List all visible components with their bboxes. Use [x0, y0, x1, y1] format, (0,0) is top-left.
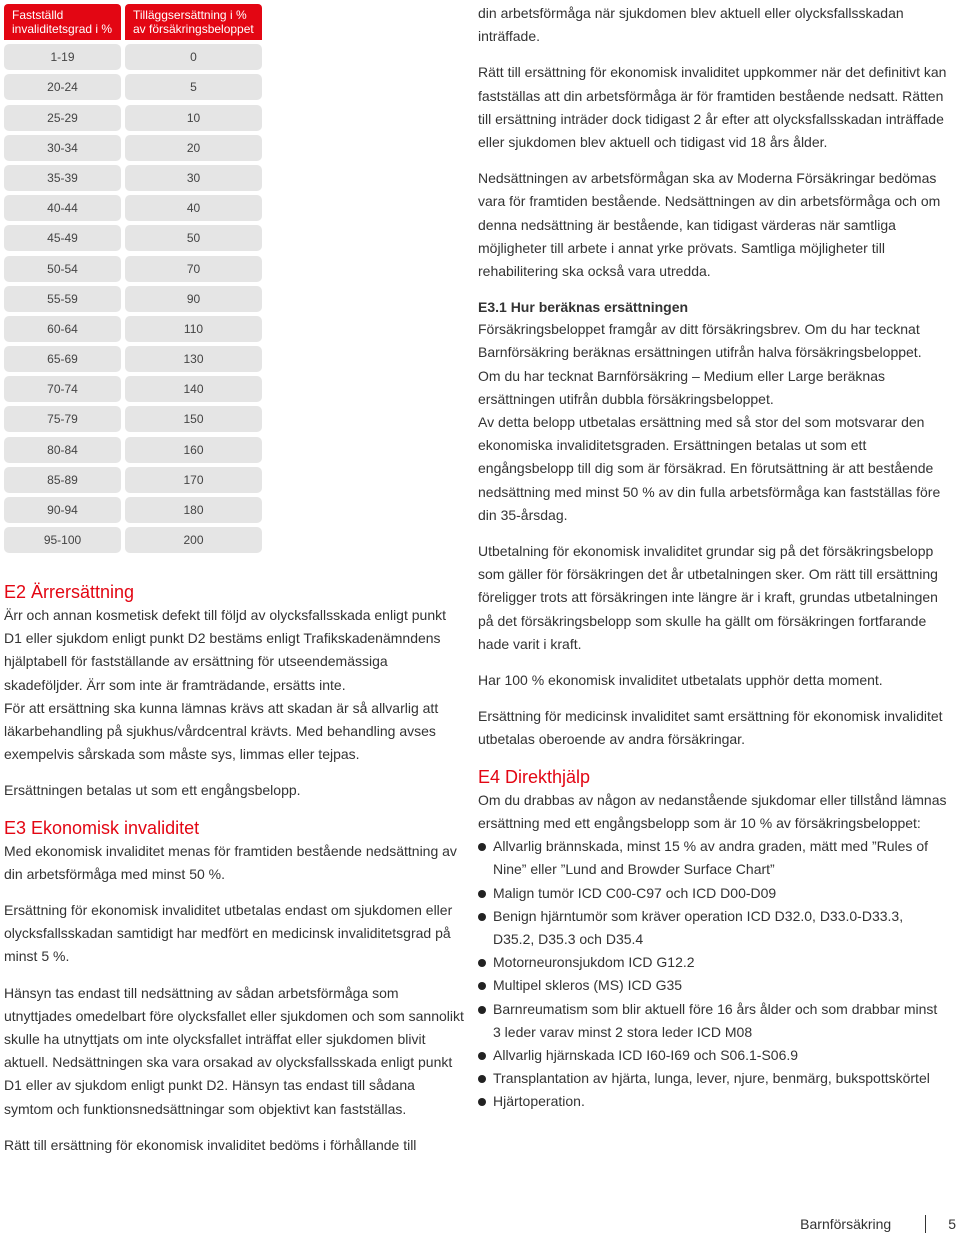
- compensation-cell: 20: [125, 135, 262, 161]
- compensation-cell: 150: [125, 406, 262, 432]
- list-item: [478, 1044, 948, 1067]
- table-row: [4, 497, 262, 523]
- grade-cell: 75-79: [4, 406, 121, 432]
- header-invaliditetsgrad: Fastställd invaliditetsgrad i %: [4, 4, 121, 40]
- right-paragraph-8: Ersättning för medicinsk invaliditet samt ersättning för ekonomisk invaliditet utbetalas oberoende av andra försäkringar.: [478, 708, 943, 748]
- list-item-text: Hjärtoperation.: [493, 1093, 585, 1110]
- grade-cell: 85-89: [4, 467, 121, 493]
- e2-paragraph-1: Ärr och annan kosmetisk defekt till följd av olycksfallsskada enligt punkt D1 eller sjukdom enligt punkt D2 bestäms enligt Trafikskadenämndens hjälptabell för fastställande av ersättning för utseendemässiga skadeföljder. Ärr som inte är framträdande, ersätts inte.: [4, 607, 446, 693]
- bullet-icon: [478, 913, 486, 921]
- compensation-cell: 10: [125, 105, 262, 131]
- grade-cell: 20-24: [4, 74, 121, 100]
- grade-cell: 95-100: [4, 527, 121, 553]
- footer-brand: Barnförsäkring: [800, 1216, 892, 1232]
- grade-cell: 80-84: [4, 437, 121, 463]
- grade-cell: 60-64: [4, 316, 121, 342]
- bullet-icon: [478, 1052, 486, 1060]
- page-number: 5: [948, 1216, 956, 1232]
- list-item-text: Allvarlig hjärnskada ICD I60-I69 och S06.1-S06.9: [493, 1046, 799, 1063]
- e4-title: E4 Direkthjälp: [478, 766, 591, 787]
- page-footer: [800, 1212, 956, 1236]
- header-tillaggsersattning: Tilläggsersättning i % av försäkringsbeloppet: [125, 4, 262, 40]
- grade-cell: 25-29: [4, 105, 121, 131]
- bullet-icon: [478, 1006, 486, 1014]
- bullet-icon: [478, 843, 486, 851]
- table-row: [4, 406, 262, 432]
- list-item: [478, 882, 948, 905]
- compensation-cell: 70: [125, 256, 262, 282]
- table-row: [4, 44, 262, 70]
- table-row: [4, 286, 262, 312]
- right-paragraph-2: Rätt till ersättning för ekonomisk invaliditet uppkommer när det definitivt kan fastställas att din arbetsförmåga är för framtiden bestående nedsatt. Rätten till ersättning inträder dock tidigast 2 år efter att olycksfallsskadan inträffade eller sjukdomen blev aktuell och tidigast vid 18 års ålder.: [478, 64, 947, 151]
- right-paragraph-4: Försäkringsbeloppet framgår av ditt försäkringsbrev. Om du har tecknat Barnförsäkring beräknas ersättningen utifrån halva försäkringsbeloppet. Om du har tecknat Barnförsäkring – Medium eller Large beräknas ersättningen utifrån dubbla försäkringsbeloppet.: [478, 321, 922, 407]
- list-item: [478, 974, 948, 997]
- grade-cell: 40-44: [4, 195, 121, 221]
- right-column: [478, 2, 948, 1114]
- list-item-text: Allvarlig brännskada, minst 15 % av andra graden, mätt med ”Rules of Nine” eller ”Lund and Browder Surface Chart”: [493, 838, 928, 878]
- list-item-text: Malign tumör ICD C00-C97 och ICD D00-D09: [493, 884, 777, 901]
- right-paragraph-1: din arbetsförmåga när sjukdomen blev aktuell eller olycksfallsskadan inträffade.: [478, 5, 904, 45]
- list-item-text: Transplantation av hjärta, lunga, lever, njure, benmärg, bukspottskörtel: [493, 1070, 930, 1087]
- right-paragraph-7: Har 100 % ekonomisk invaliditet utbetalats upphör detta moment.: [478, 672, 883, 689]
- table-row: [4, 195, 262, 221]
- compensation-cell: 110: [125, 316, 262, 342]
- bullet-icon: [478, 982, 486, 990]
- e3-title: E3 Ekonomisk invaliditet: [4, 817, 200, 838]
- table-row: [4, 165, 262, 191]
- table-row: [4, 467, 262, 493]
- bullet-icon: [478, 890, 486, 898]
- list-item-text: Benign hjärntumör som kräver operation ICD D32.0, D33.0-D33.3, D35.2, D35.3 och D35.4: [493, 907, 904, 947]
- table-row: [4, 74, 262, 100]
- list-item: [478, 1090, 948, 1113]
- compensation-cell: 200: [125, 527, 262, 553]
- compensation-cell: 160: [125, 437, 262, 463]
- grade-cell: 1-19: [4, 44, 121, 70]
- compensation-cell: 30: [125, 165, 262, 191]
- e2-paragraph-2: För att ersättning ska kunna lämnas krävs att skadan är så allvarlig att läkarbehandling på sjukhus/vårdcentral krävts. Med behandling avses exempelvis sårskada som måste sys, limmas eller tejpas.: [4, 699, 439, 763]
- list-item-text: Barnreumatism som blir aktuell före 16 års ålder och som drabbar minst 3 leder varav minst 2 stora leder ICD M08: [493, 1000, 938, 1040]
- grade-cell: 30-34: [4, 135, 121, 161]
- grade-cell: 65-69: [4, 346, 121, 372]
- table-header: [4, 4, 262, 40]
- invaliditet-table: [4, 4, 262, 553]
- compensation-cell: 5: [125, 74, 262, 100]
- table-row: [4, 225, 262, 251]
- list-item: [478, 998, 948, 1044]
- bullet-icon: [478, 1098, 486, 1106]
- e4-condition-list: [478, 835, 948, 1113]
- footer-divider: [925, 1215, 926, 1233]
- compensation-cell: 180: [125, 497, 262, 523]
- grade-cell: 70-74: [4, 376, 121, 402]
- compensation-cell: 140: [125, 376, 262, 402]
- e3-paragraph-1: Med ekonomisk invaliditet menas för framtiden bestående nedsättning av din arbetsförmåga med minst 50 %.: [4, 842, 457, 882]
- bullet-icon: [478, 1075, 486, 1083]
- left-column: [4, 580, 466, 1157]
- right-paragraph-5: Av detta belopp utbetalas ersättning med så stor del som motsvarar den ekonomiska invaliditetsgraden. Ersättningen betalas ut som ett engångsbelopp till dig som är försäkrad. En förutsättning är att bestående nedsättning med minst 50 % av din fulla arbetsförmåga kan fastställas före din 35-årsdag.: [478, 414, 941, 523]
- e2-title: E2 Ärrersättning: [4, 582, 135, 602]
- e31-title: E3.1 Hur beräknas ersättningen: [478, 299, 689, 316]
- table-row: [4, 105, 262, 131]
- table-row: [4, 135, 262, 161]
- table-row: [4, 316, 262, 342]
- list-item: [478, 1067, 948, 1090]
- grade-cell: 90-94: [4, 497, 121, 523]
- list-item: [478, 951, 948, 974]
- right-paragraph-3: Nedsättningen av arbetsförmågan ska av Moderna Försäkringar bedömas vara för framtiden bestående. Nedsättningen av din arbetsförmåga och om denna nedsättning är bestående, kan tidigast värderas när samtliga möjligheter till arbete i annat yrke prövats. Samtliga möjligheter till rehabilitering ska också vara utredda.: [478, 170, 941, 280]
- right-paragraph-6: Utbetalning för ekonomisk invaliditet grundar sig på det försäkringsbelopp som gäller för försäkringen det år utbetalningen sker. Om rätt till ersättning föreligger trots att försäkringen inte längre är i kraft, grundas utbetalningen på det försäkringsbelopp som skulle ha gällt om försäkringen fortfarande hade varit i kraft.: [478, 543, 938, 652]
- e2-paragraph-3: Ersättningen betalas ut som ett engångsbelopp.: [4, 782, 301, 799]
- table-row: [4, 376, 262, 402]
- table-row: [4, 256, 262, 282]
- compensation-cell: 50: [125, 225, 262, 251]
- compensation-cell: 90: [125, 286, 262, 312]
- bullet-icon: [478, 959, 486, 967]
- grade-cell: 55-59: [4, 286, 121, 312]
- grade-cell: 50-54: [4, 256, 121, 282]
- table-row: [4, 437, 262, 463]
- e3-paragraph-4: Rätt till ersättning för ekonomisk invaliditet bedöms i förhållande till: [4, 1136, 417, 1153]
- list-item: [478, 835, 948, 881]
- e3-paragraph-3: Hänsyn tas endast till nedsättning av sådan arbetsförmåga som utnyttjades omedelbart före olycksfallet eller sjukdomen och som sannolikt skulle ha utnyttjats om inte olycksfallet inträffat eller sjukdomen blivit aktuell. Nedsättningen ska vara orsakad av olycksfallsskada enligt punkt D1 eller av sjukdom enligt punkt D2. Hänsyn tas endast till sådana symtom och funktionsnedsättningar som objektivt kan fastställas.: [4, 984, 464, 1117]
- list-item-text: Motorneuronsjukdom ICD G12.2: [493, 954, 695, 971]
- grade-cell: 45-49: [4, 225, 121, 251]
- list-item-text: Multipel skleros (MS) ICD G35: [493, 977, 683, 994]
- table-row: [4, 527, 262, 553]
- e4-paragraph-1: Om du drabbas av någon av nedanstående sjukdomar eller tillstånd lämnas ersättning med ett engångsbelopp som är 10 % av försäkringsbeloppet:: [478, 791, 947, 831]
- table-row: [4, 346, 262, 372]
- compensation-cell: 0: [125, 44, 262, 70]
- compensation-cell: 170: [125, 467, 262, 493]
- compensation-cell: 130: [125, 346, 262, 372]
- e3-paragraph-2: Ersättning för ekonomisk invaliditet utbetalas endast om sjukdomen eller olycksfallsskadan samtidigt har medfört en medicinsk invaliditetsgrad på minst 5 %.: [4, 902, 453, 965]
- grade-cell: 35-39: [4, 165, 121, 191]
- compensation-cell: 40: [125, 195, 262, 221]
- list-item: [478, 905, 948, 951]
